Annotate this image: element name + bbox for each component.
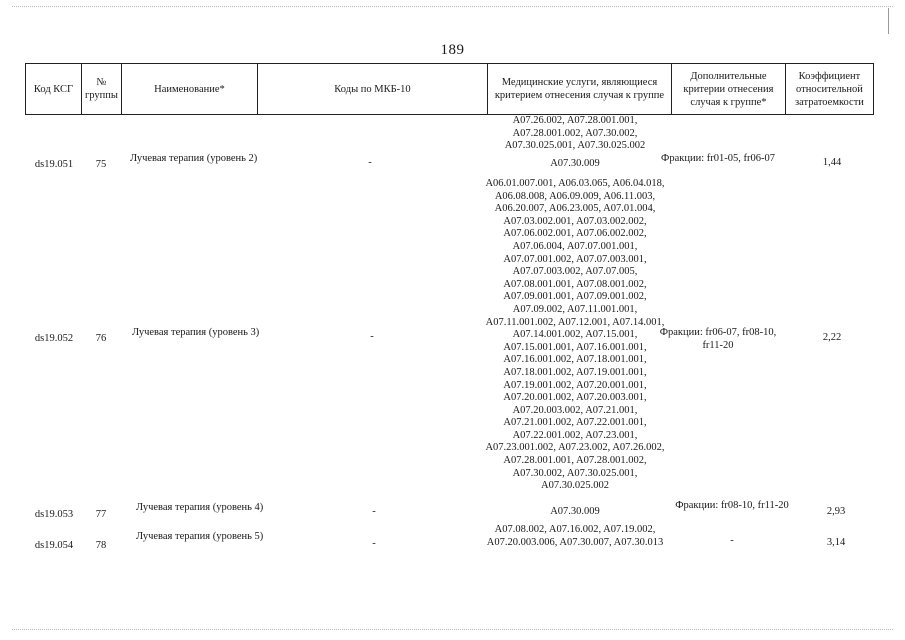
header-criteria: Дополнительные критерии отнесения случая к группе*	[671, 64, 785, 115]
row-coefficient: 2,93	[826, 506, 846, 517]
row-services: A06.01.007.001, A06.03.065, A06.04.018, A06.08.008, A06.09.009, A06.11.003, A06.20.007, A06.23.005, A07.01.004, A07.03.002.001, A07.03.002.002, A07.06.002.001, A07.06.002.002, A07.06.004, A07.07.001.001, A07.07.001.002, A07.07.003.001, A07.07.003.002, A07.07.005, A07.08.001.001, A07.08.001.002, A07.09.001.001, A07.09.001.002, A07.09.002, A07.11.001.001, A07.11.001.002, A07.12.001, A07.14.001, A07.14.001.002, A07.15.001, A07.15.001.001, A07.16.001.001, A07.16.001.002, A07.18.001.001, A07.18.001.002, A07.19.001.001, A07.19.001.002, A07.20.001.001, A07.20.001.002, A07.20.003.001, A07.20.003.002, A07.21.001, A07.21.001.002, A07.22.001.001, A07.22.001.002, A07.23.001, A07.23.001.002, A07.23.002, A07.26.002, A07.28.001.001, A07.28.001.002, A07.30.002, A07.30.025.001, A07.30.025.002	[485, 178, 665, 492]
row-criteria: -	[730, 535, 734, 546]
row-code: ds19.054	[34, 540, 74, 551]
row-coefficient: 2,22	[822, 332, 842, 343]
row-group-number: 78	[95, 540, 107, 551]
header-coefficient: Коэффициент относительной затратоемкости	[785, 64, 873, 115]
row-code: ds19.052	[34, 333, 74, 344]
row-services: A07.08.002, A07.16.002, A07.19.002, A07.20.003.006, A07.30.007, A07.30.013	[486, 524, 664, 548]
header-services: Медицинские услуги, являющиеся критерием отнесения случая к группе	[487, 64, 671, 115]
row-services: A07.30.009	[550, 506, 600, 517]
page-corner-mark	[888, 8, 889, 34]
page-top-edge	[12, 6, 893, 8]
row-criteria: Фракции: fr06-07, fr08-10, fr11-20	[659, 327, 777, 351]
row-services: A07.30.009	[550, 158, 600, 169]
header-code: Код КСГ	[26, 64, 82, 115]
header-mkb: Коды по МКБ-10	[257, 64, 487, 115]
row-group-number: 76	[95, 333, 107, 344]
page-number: 189	[440, 42, 465, 58]
row-mkb: -	[372, 506, 376, 517]
row-coefficient: 1,44	[822, 157, 842, 168]
row-mkb: -	[372, 538, 376, 549]
row-group-number: 75	[95, 159, 107, 170]
row-criteria: Фракции: fr08-10, fr11-20	[675, 500, 789, 511]
row-name: Лучевая терапия (уровень 5)	[136, 531, 264, 542]
row-mkb: -	[370, 331, 374, 342]
header-group-number: № группы	[82, 64, 122, 115]
row-criteria: Фракции: fr01-05, fr06-07	[661, 153, 775, 164]
page-bottom-edge	[12, 629, 893, 631]
row-name: Лучевая терапия (уровень 2)	[130, 153, 258, 164]
row-code: ds19.053	[34, 509, 74, 520]
row-name: Лучевая терапия (уровень 4)	[136, 502, 264, 513]
row-name: Лучевая терапия (уровень 3)	[132, 327, 260, 338]
row-group-number: 77	[95, 509, 107, 520]
carryover-services: A07.26.002, A07.28.001.001, A07.28.001.002, A07.30.002, A07.30.025.001, A07.30.025.002	[504, 115, 646, 151]
header-name: Наименование*	[121, 64, 257, 115]
row-code: ds19.051	[34, 159, 74, 170]
row-mkb: -	[368, 157, 372, 168]
table-header	[25, 63, 874, 115]
row-coefficient: 3,14	[826, 537, 846, 548]
